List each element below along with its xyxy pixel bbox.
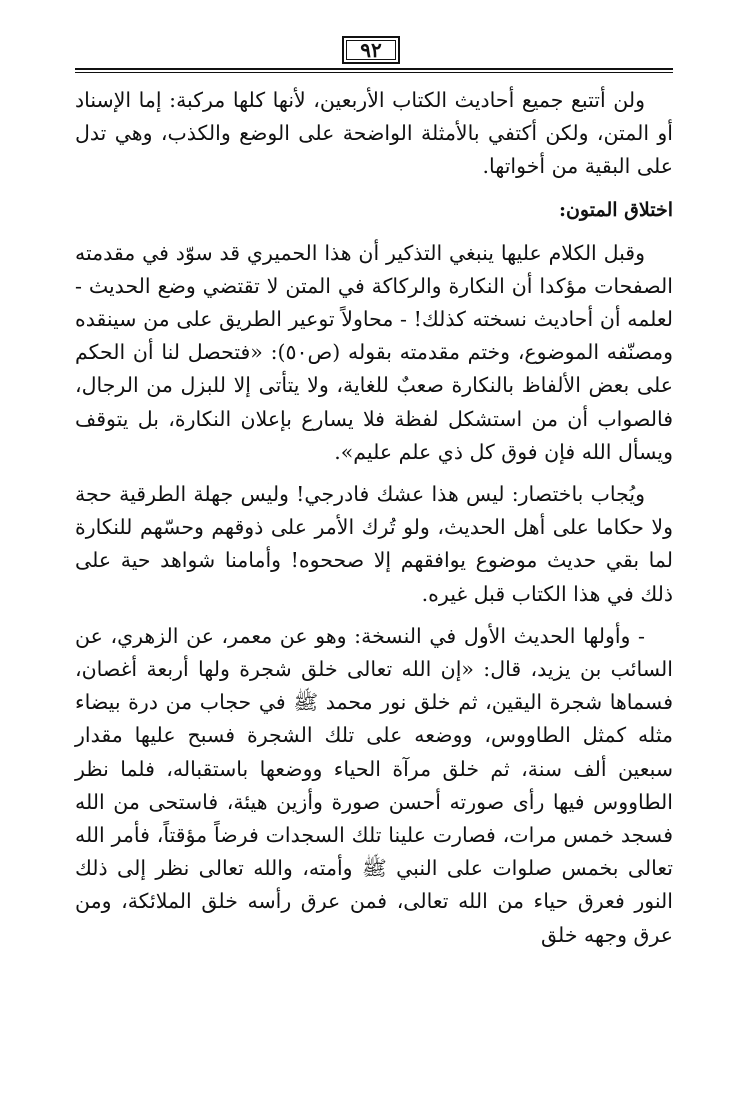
paragraph-response [75, 478, 673, 611]
paragraph-preface-note-text: وقبل الكلام عليها ينبغي التذكير أن هذا الحميري قد سوّد في مقدمته الصفحات مؤكدا أن النكارة والركاكة في المتن لا تقتضي وضع الحديث - لعلمه أن أحاديث نسخته كذلك! - محاولاً توعير الطريق على من سينقده ومصنّفه الموضوع، وختم مقدمته بقوله (ص٥٠): «فتحصل لنا أن الحكم على بعض الألفاظ بالنكارة صعبٌ للغاية، ولا يتأتى إلا للبزل من الرجال، فالصواب أن من استشكل لفظة فلا يسارع بإعلان النكارة، بل يتوقف ويسأل الله فإن فوق كل ذي علم عليم». [75, 240, 673, 464]
paragraph-response-text: ويُجاب باختصار: ليس هذا عشك فادرجي! وليس جهلة الطرقية حجة ولا حكاما على أهل الحديث، ولو تُرك الأمر على ذوقهم وحسّهم للنكارة لما بقي حديث موضوع يوافقهم إلا صححوه! وأمامنا شواهد حية على ذلك في هذا الكتاب قبل غيره. [75, 482, 673, 606]
header-rule-top [75, 68, 673, 70]
intro-text: ولن أتتبع جميع أحاديث الكتاب الأربعين، لأنها كلها مركبة: إما الإسناد أو المتن، ولكن أكتفي بالأمثلة الواضحة على الوضع والكذب، وهي تدل على البقية من أخواتها. [75, 88, 673, 179]
paragraph-first-hadith [75, 620, 673, 952]
intro-paragraph [75, 84, 673, 184]
page-number: ٩٢ [342, 36, 400, 64]
paragraph-first-hadith-text: - وأولها الحديث الأول في النسخة: وهو عن معمر، عن الزهري، عن السائب بن يزيد، قال: «إن الله تعالى خلق شجرة ولها أربعة أغصان، فسماها شجرة اليقين، ثم خلق نور محمد ﷺ في حجاب من درة بيضاء مثله كمثل الطاووس، ووضعه على تلك الشجرة فسبح عليها مقدار سبعين ألف سنة، ثم خلق مرآة الحياء ووضعها باستقباله، فلما نظر الطاووس فيها رأى صورته أحسن صورة وأزين هيئة، فاستحى من الله فسجد خمس مرات، فصارت علينا تلك السجدات فرضاً مؤقتاً، فأمر الله تعالى بخمس صلوات على النبي ﷺ وأمته، والله تعالى نظر إلى ذلك النور فعرق حياء من الله تعالى، فمن عرق رأسه خلق الملائكة، ومن عرق وجهه خلق [75, 623, 673, 947]
section-heading: اختلاق المتون: [558, 198, 673, 221]
page-body [75, 84, 673, 961]
header-rule-bottom [75, 72, 673, 73]
paragraph-preface-note [75, 237, 673, 469]
page-header [75, 30, 673, 78]
